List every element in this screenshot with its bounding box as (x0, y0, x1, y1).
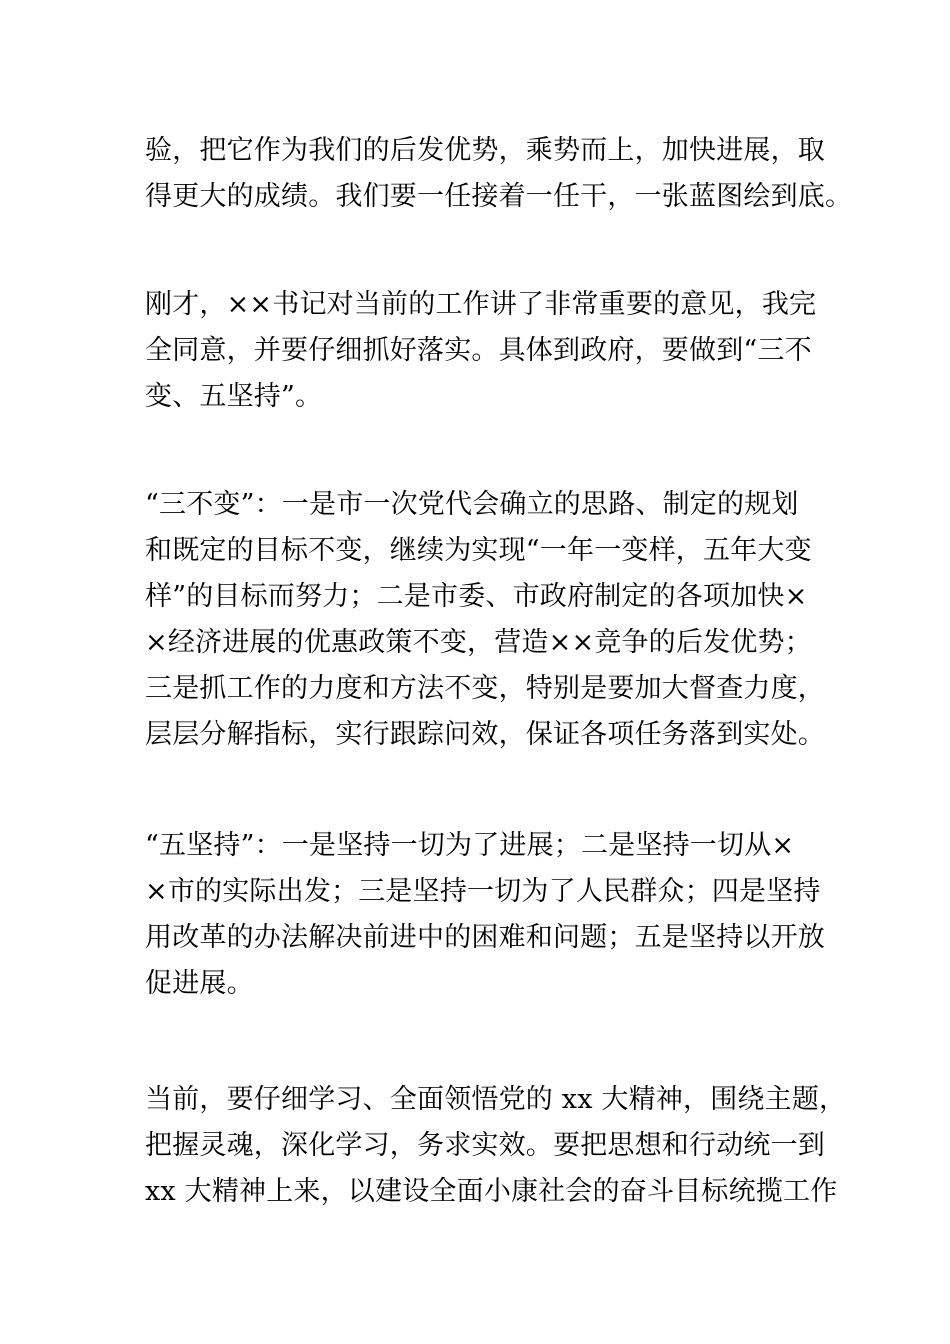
paragraph-line: 促进展。 (145, 968, 254, 999)
paragraph-line: 用改革的办法解决前进中的困难和问题；五是坚持以开放 (145, 922, 825, 953)
paragraph-line: ×经济进展的优惠政策不变，营造××竞争的后发优势； (145, 627, 812, 658)
paragraph-line: 刚才，××书记对当前的工作讲了非常重要的意见，我完 (145, 289, 817, 320)
paragraph-line: 和既定的目标不变，继续为实现“一年一变样，五年大变 (145, 535, 812, 566)
paragraph-line: 样”的目标而努力；二是市委、市政府制定的各项加快× (145, 581, 808, 612)
paragraph-3 (145, 482, 825, 758)
paragraph-line: ×市的实际出发；三是坚持一切为了人民群众；四是坚持 (145, 876, 821, 907)
paragraph-1 (145, 128, 853, 220)
paragraph-line: 层层分解指标，实行跟踪问效，保证各项任务落到实处。 (145, 719, 825, 750)
paragraph-line: 全同意，并要仔细抓好落实。具体到政府，要做到“三不 (145, 335, 812, 366)
paragraph-2 (145, 282, 817, 420)
paragraph-4 (145, 823, 825, 1007)
paragraph-line: 变、五坚持”。 (145, 381, 323, 412)
paragraph-line: 三是抓工作的力度和方法不变，特别是要加大督查力度， (145, 673, 825, 704)
paragraph-5 (145, 1077, 847, 1215)
paragraph-line: 当前，要仔细学习、全面领悟党的 xx 大精神，围绕主题， (145, 1084, 847, 1115)
paragraph-line: 得更大的成绩。我们要一任接着一任干，一张蓝图绘到底。 (145, 181, 853, 212)
paragraph-line: xx 大精神上来，以建设全面小康社会的奋斗目标统揽工作 (145, 1176, 838, 1207)
paragraph-line: “五坚持”：一是坚持一切为了进展；二是坚持一切从× (145, 830, 795, 861)
paragraph-line: “三不变”：一是市一次党代会确立的思路、制定的规划 (145, 489, 799, 520)
paragraph-line: 验，把它作为我们的后发优势，乘势而上，加快进展，取 (145, 135, 825, 166)
paragraph-line: 把握灵魂，深化学习，务求实效。要把思想和行动统一到 (145, 1130, 825, 1161)
